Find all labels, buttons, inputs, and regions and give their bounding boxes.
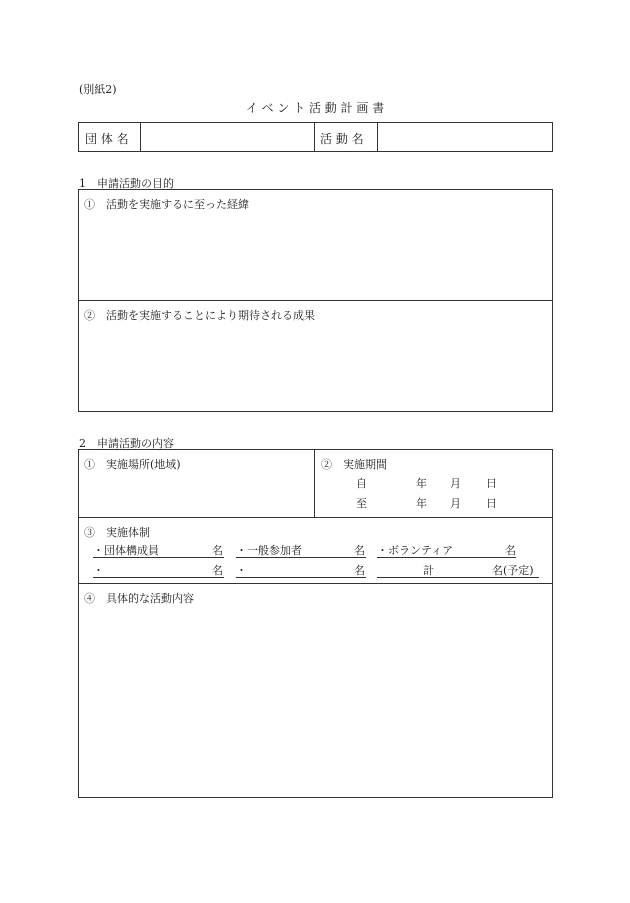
divider bbox=[314, 122, 315, 152]
period-label: ② 実施期間 bbox=[321, 458, 387, 471]
details-field[interactable] bbox=[79, 606, 552, 796]
other1-label: ・ bbox=[93, 564, 104, 577]
general-participants-unit: 名 bbox=[354, 544, 365, 557]
divider bbox=[78, 517, 553, 518]
period-to-label: 至 bbox=[356, 497, 367, 510]
section1-heading: 1 申請活動の目的 bbox=[79, 177, 174, 190]
general-participants-label: ・一般参加者 bbox=[236, 544, 302, 557]
to-day-label: 日 bbox=[486, 497, 497, 510]
volunteer-unit: 名 bbox=[505, 544, 516, 557]
other2-unit: 名 bbox=[354, 564, 365, 577]
other1-underline bbox=[93, 577, 224, 578]
activity-name-field[interactable] bbox=[378, 123, 552, 151]
background-field[interactable] bbox=[79, 212, 552, 299]
members-label: ・団体構成員 bbox=[93, 544, 159, 557]
from-day-label: 日 bbox=[486, 477, 497, 490]
attachment-label: (別紙2) bbox=[79, 83, 117, 96]
details-label: ④ 具体的な活動内容 bbox=[84, 592, 194, 605]
members-underline bbox=[93, 557, 224, 558]
volunteer-underline bbox=[377, 557, 516, 558]
general-participants-underline bbox=[236, 557, 366, 558]
total-unit: 名(予定) bbox=[492, 564, 534, 577]
document-title: イ ベ ン ト 活 動 計 画 書 bbox=[245, 101, 385, 115]
to-year-label: 年 bbox=[416, 497, 427, 510]
org-name-field[interactable] bbox=[141, 123, 313, 151]
expected-outcome-field[interactable] bbox=[79, 323, 552, 411]
activity-name-label: 活 動 名 bbox=[320, 132, 364, 146]
to-month-label: 月 bbox=[450, 497, 461, 510]
divider bbox=[314, 449, 315, 517]
period-from-label: 自 bbox=[356, 477, 367, 490]
other1-unit: 名 bbox=[212, 564, 223, 577]
other2-underline bbox=[236, 577, 366, 578]
total-underline bbox=[377, 577, 539, 578]
section2-heading: 2 申請活動の内容 bbox=[79, 437, 174, 450]
members-unit: 名 bbox=[212, 544, 223, 557]
volunteer-label: ・ボランティア bbox=[377, 544, 454, 557]
structure-label: ③ 実施体制 bbox=[84, 526, 150, 539]
total-label: 計 bbox=[423, 564, 434, 577]
org-name-label: 団 体 名 bbox=[85, 132, 129, 146]
from-year-label: 年 bbox=[416, 477, 427, 490]
other2-label: ・ bbox=[236, 564, 247, 577]
expected-outcome-question: ② 活動を実施することにより期待される成果 bbox=[84, 309, 315, 322]
from-month-label: 月 bbox=[450, 477, 461, 490]
place-field[interactable] bbox=[84, 472, 310, 514]
divider bbox=[78, 300, 553, 301]
background-question: ① 活動を実施するに至った経緯 bbox=[84, 198, 249, 211]
divider bbox=[78, 583, 553, 584]
place-label: ① 実施場所(地域) bbox=[84, 458, 181, 471]
